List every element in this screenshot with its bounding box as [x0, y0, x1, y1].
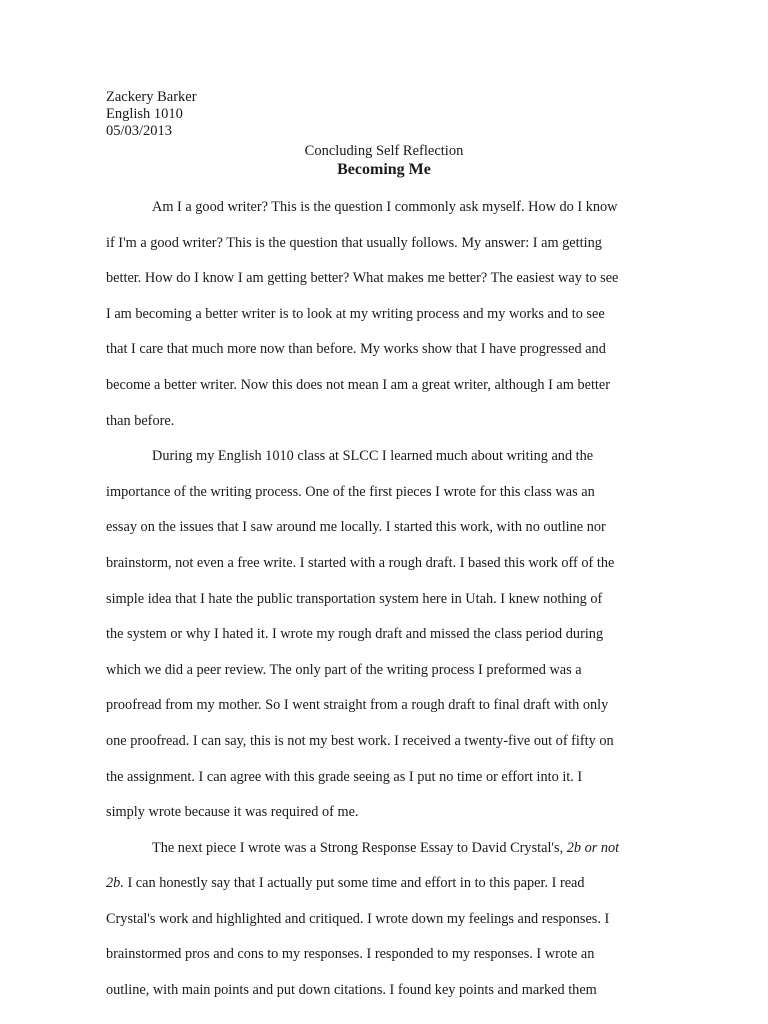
essay-body — [106, 197, 666, 1016]
document-title: Becoming Me — [337, 161, 431, 178]
text-line: that I care that much more now than before. My works show that I have progressed and — [106, 341, 606, 358]
author-name: Zackery Barker — [106, 89, 197, 105]
text-line: better. How do I know I am getting better? What makes me better? The easiest way to see — [106, 270, 619, 287]
text-line: essay on the issues that I saw around me locally. I started this work, with no outline nor — [106, 519, 606, 536]
text-line: brainstorm, not even a free write. I started with a rough draft. I based this work off of the — [106, 554, 615, 571]
text-line: Am I a good writer? This is the question I commonly ask myself. How do I know — [152, 199, 618, 215]
document-subtitle: Concluding Self Reflection — [304, 143, 464, 159]
document-date: 05/03/2013 — [106, 123, 173, 139]
text-line: become a better writer. Now this does not mean I am a great writer, although I am better — [106, 376, 611, 393]
text-line: if I'm a good writer? This is the question that usually follows. My answer: I am getting — [106, 234, 602, 251]
text-line — [106, 838, 666, 874]
text-line: During my English 1010 class at SLCC I learned much about writing and the — [152, 448, 594, 465]
text-line: the system or why I hated it. I wrote my rough draft and missed the class period during — [106, 626, 604, 643]
course-name: English 1010 — [106, 106, 183, 122]
text-line: brainstormed pros and cons to my responses. I responded to my responses. I wrote an — [106, 946, 595, 963]
text-line: Crystal's work and highlighted and critiqued. I wrote down my feelings and responses. I — [106, 910, 610, 927]
text-line: which we did a peer review. The only part of the writing process I preformed was a — [106, 661, 582, 678]
text-line: than before. — [106, 412, 175, 429]
text-line: I am becoming a better writer is to look at my writing process and my works and to see — [106, 305, 605, 322]
text-line: outline, with main points and put down citations. I found key points and marked them — [106, 982, 597, 999]
text-segment: The next piece I wrote was a Strong Response Essay to David Crystal's, — [152, 839, 567, 856]
header-block — [106, 89, 197, 140]
text-line: importance of the writing process. One of the first pieces I wrote for this class was an — [106, 483, 595, 500]
italic-title: 2b or not — [566, 839, 620, 856]
text-line: simply wrote because it was required of me. — [106, 804, 359, 821]
text-line: the assignment. I can agree with this grade seeing as I put no time or effort into it. I — [106, 768, 583, 785]
text-segment: I can honestly say that I actually put some time and effort in to this paper. I read — [123, 875, 585, 892]
text-line: one proofread. I can say, this is not my best work. I received a twenty-five out of fifty on — [106, 732, 614, 749]
text-line: simple idea that I hate the public transportation system here in Utah. I knew nothing of — [106, 590, 603, 607]
text-line: proofread from my mother. So I went straight from a rough draft to final draft with only — [106, 697, 609, 714]
italic-title: 2b. — [106, 875, 124, 892]
text-line — [106, 873, 666, 909]
